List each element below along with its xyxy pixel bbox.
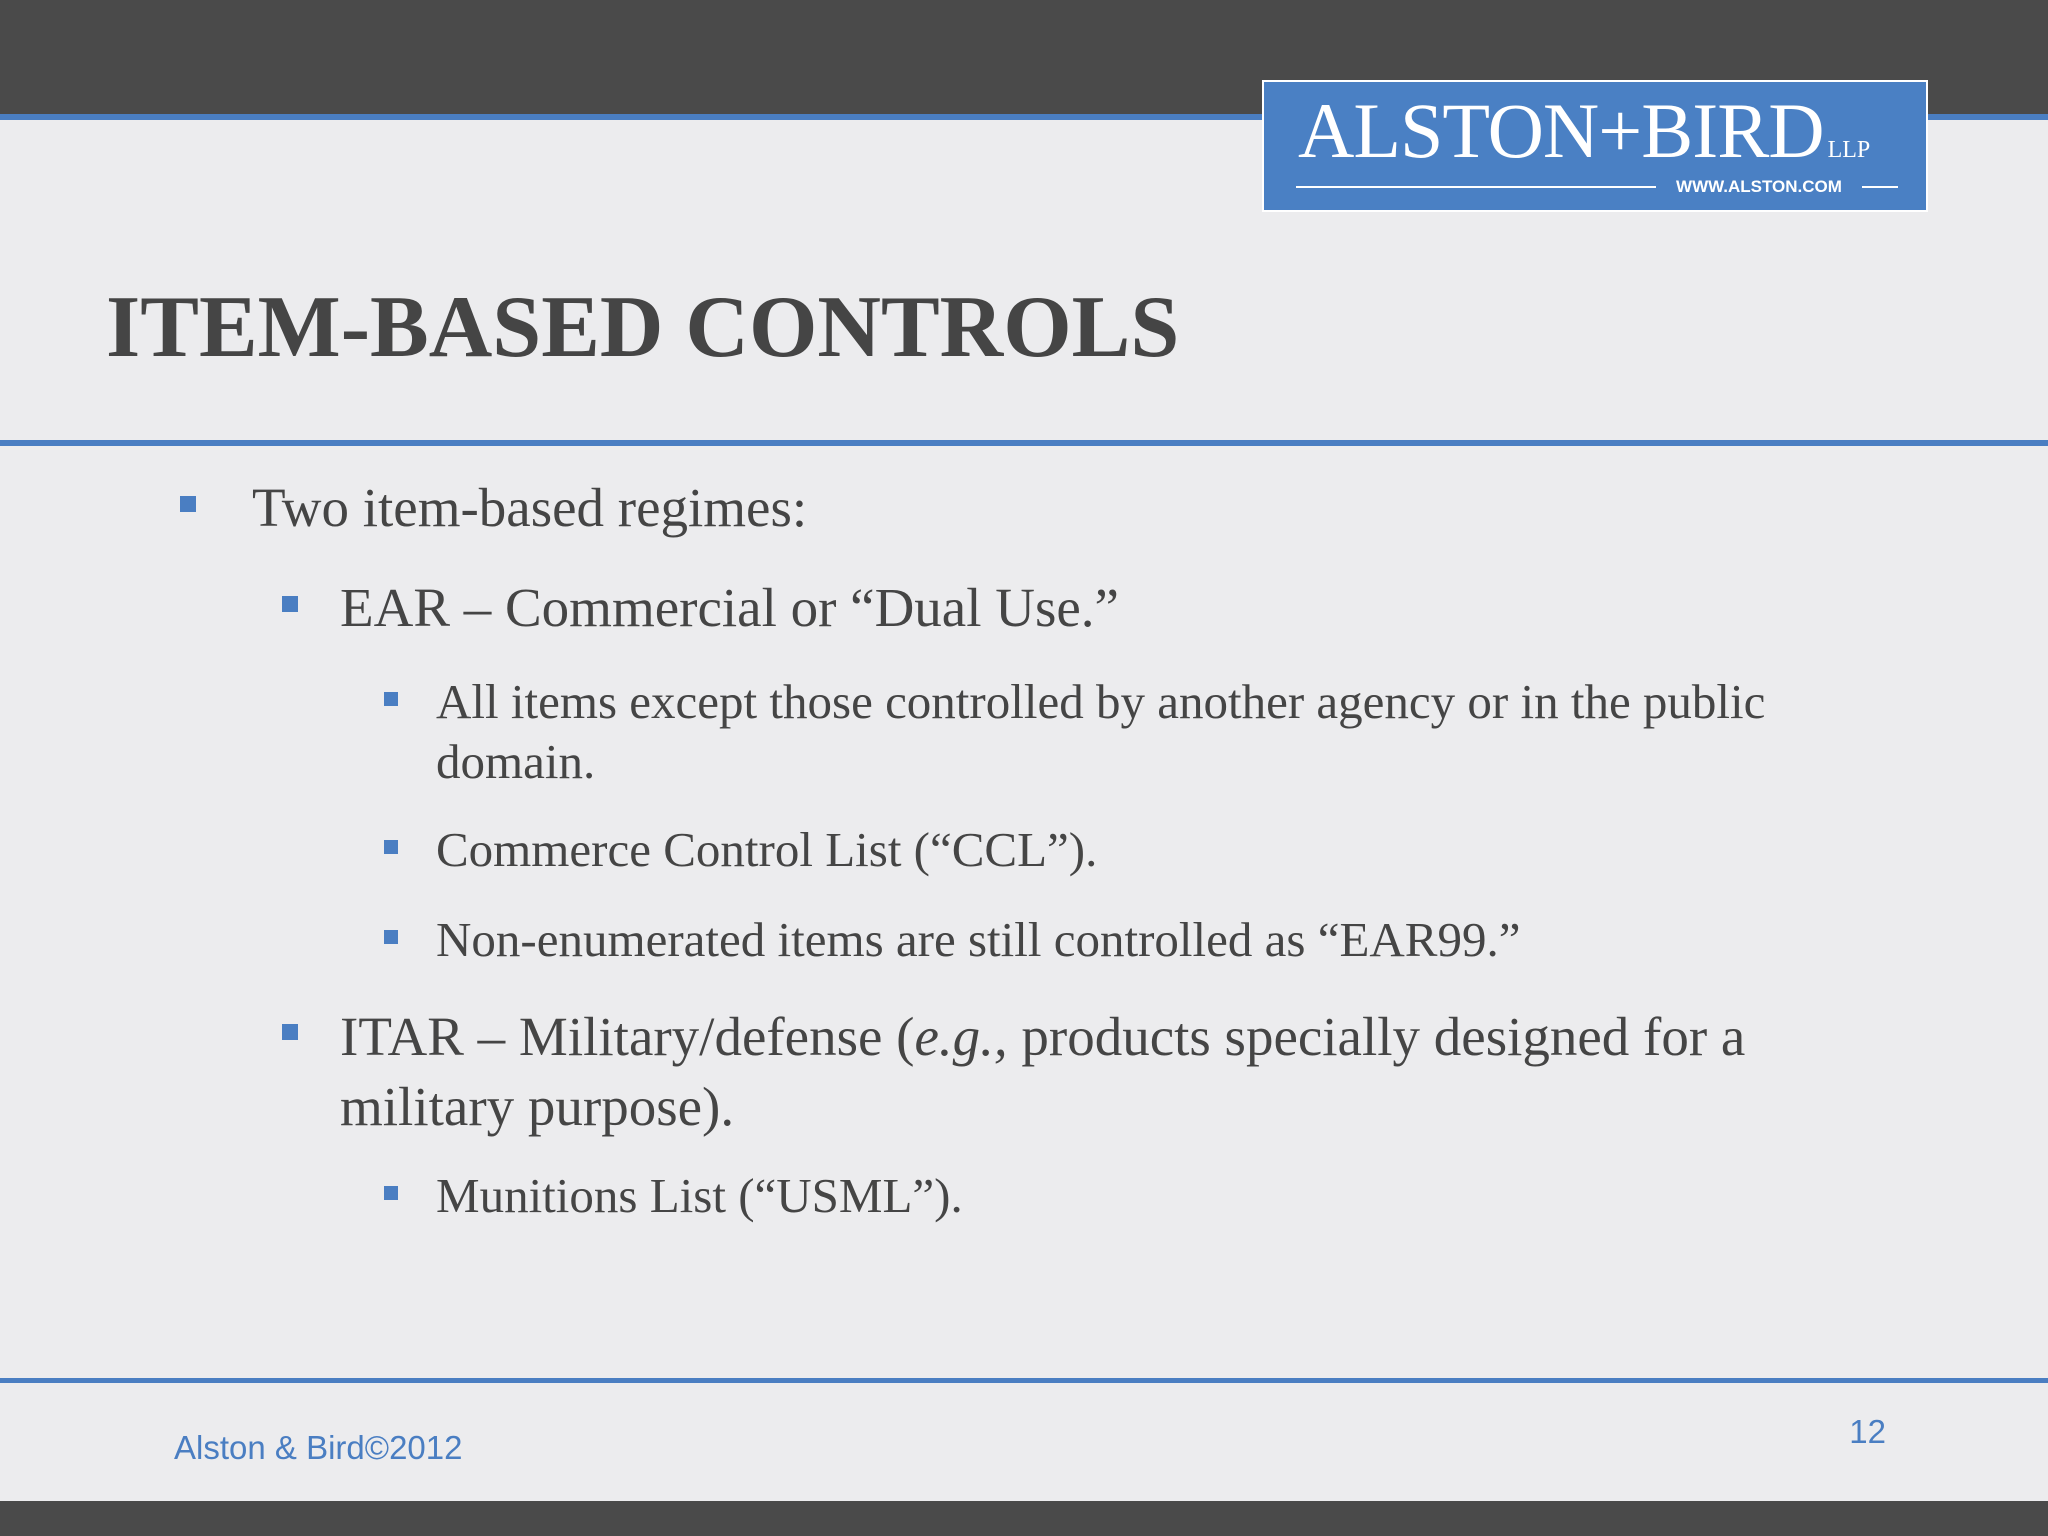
logo-url: WWW.ALSTON.COM — [1656, 176, 1862, 198]
bullet-square-icon — [180, 496, 196, 512]
bullet-level2-itar — [282, 1002, 1882, 1142]
bullet-text-ear-item: All items except those controlled by another agency or in the public domain. — [436, 674, 1766, 789]
bullet-square-icon — [384, 692, 398, 706]
bullet-text-ear: EAR – Commercial or “Dual Use.” — [340, 577, 1119, 638]
logo-llp: LLP — [1827, 137, 1871, 163]
bullet-square-icon — [384, 1186, 398, 1200]
bullet-level3-item — [384, 820, 1097, 880]
logo-wordmark: ALSTON+BIRD — [1298, 87, 1824, 174]
firm-logo — [1262, 80, 1928, 212]
bullet-square-icon — [282, 1024, 298, 1040]
bullet-square-icon — [384, 840, 398, 854]
bullet-text-intro: Two item-based regimes: — [252, 477, 808, 538]
bullet-text-itar: ITAR – Military/defense (e.g., products specially designed for a military purpose). — [340, 1006, 1746, 1137]
bullet-square-icon — [282, 596, 298, 612]
bullet-text-ear-item: Commerce Control List (“CCL”). — [436, 822, 1098, 877]
footer-bar — [0, 1501, 2048, 1536]
footer-rule — [0, 1378, 2048, 1383]
bullet-level3-item — [384, 910, 1520, 970]
logo-divider-left — [1296, 186, 1668, 188]
bullet-text-itar-item: Munitions List (“USML”). — [436, 1168, 963, 1223]
page-number: 12 — [1849, 1413, 1886, 1450]
bullet-text-ear-item: Non-enumerated items are still controlled as “EAR99.” — [436, 912, 1521, 967]
bullet-level2-ear — [282, 574, 1119, 642]
bullet-level3-item — [384, 1166, 963, 1226]
slide-title: ITEM-BASED CONTROLS — [106, 279, 1180, 376]
bullet-level3-item — [384, 672, 1884, 792]
bullet-level1 — [180, 474, 807, 542]
footer-copyright: Alston & Bird©2012 — [174, 1429, 463, 1466]
itar-emphasis: e.g., — [914, 1006, 1008, 1067]
bullet-square-icon — [384, 930, 398, 944]
title-rule — [0, 440, 2048, 446]
